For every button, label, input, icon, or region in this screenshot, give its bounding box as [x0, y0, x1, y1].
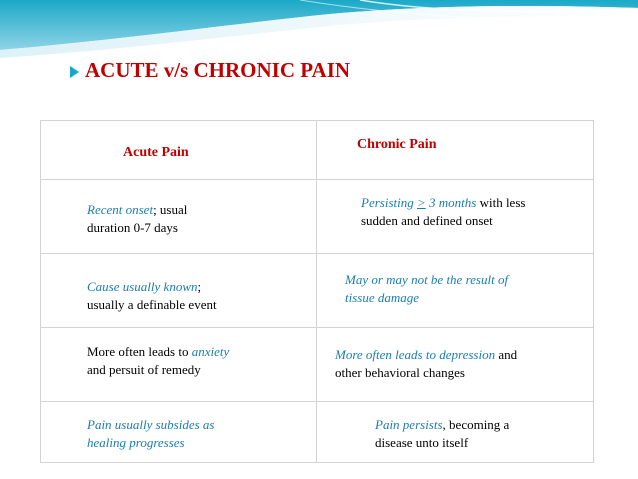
acute-highlight: anxiety	[191, 343, 230, 359]
cell-acute	[41, 254, 317, 328]
bullet-arrow-icon	[70, 66, 79, 78]
cell-chronic	[317, 402, 594, 463]
slide-title	[70, 58, 350, 83]
table-row	[41, 180, 594, 254]
chronic-highlight: Pain persists	[375, 417, 443, 432]
header-acute: Acute Pain	[123, 145, 189, 160]
acute-text-line2: healing progresses	[87, 435, 185, 450]
acute-text-line2: duration 0-7 days	[87, 219, 178, 235]
chronic-text: with less	[476, 194, 526, 210]
cell-chronic	[317, 180, 594, 254]
chronic-text-line2: other behavioral changes	[335, 364, 465, 380]
cell-acute	[41, 180, 317, 254]
title-text: ACUTE v/s CHRONIC PAIN	[85, 58, 351, 82]
cell-acute	[41, 328, 317, 402]
acute-text: ; usual	[153, 201, 188, 217]
header-wave-decoration	[0, 0, 638, 60]
chronic-text: May or may not be the result of	[345, 271, 509, 287]
header-cell-acute	[41, 121, 317, 180]
acute-text: More often leads to	[87, 343, 192, 359]
cell-chronic	[317, 254, 594, 328]
table-row	[41, 328, 594, 402]
chronic-text: , becoming a	[442, 417, 510, 432]
table-row	[41, 402, 594, 463]
acute-text: ;	[197, 278, 202, 294]
acute-text: Pain usually subsides as	[87, 417, 215, 432]
gte-symbol: >	[416, 194, 426, 210]
acute-highlight: Recent onset	[87, 201, 154, 217]
header-cell-chronic	[317, 121, 594, 180]
comparison-table	[40, 120, 594, 463]
chronic-text-line2: tissue damage	[345, 289, 420, 305]
cell-chronic	[317, 328, 594, 402]
header-chronic: Chronic Pain	[357, 137, 437, 152]
acute-text-line2: usually a definable event	[87, 296, 217, 312]
cell-acute	[41, 402, 317, 463]
chronic-highlight: Persisting	[361, 194, 417, 210]
table-header-row	[41, 121, 594, 180]
chronic-highlight: More often leads to depression	[335, 346, 496, 362]
chronic-highlight-2: 3 months	[425, 194, 477, 210]
acute-text-line2: and persuit of remedy	[87, 361, 201, 377]
chronic-text-line2: sudden and defined onset	[361, 212, 493, 228]
chronic-text: and	[495, 346, 518, 362]
acute-highlight: Cause usually known	[87, 278, 198, 294]
chronic-text-line2: disease unto itself	[375, 435, 469, 450]
table-row	[41, 254, 594, 328]
